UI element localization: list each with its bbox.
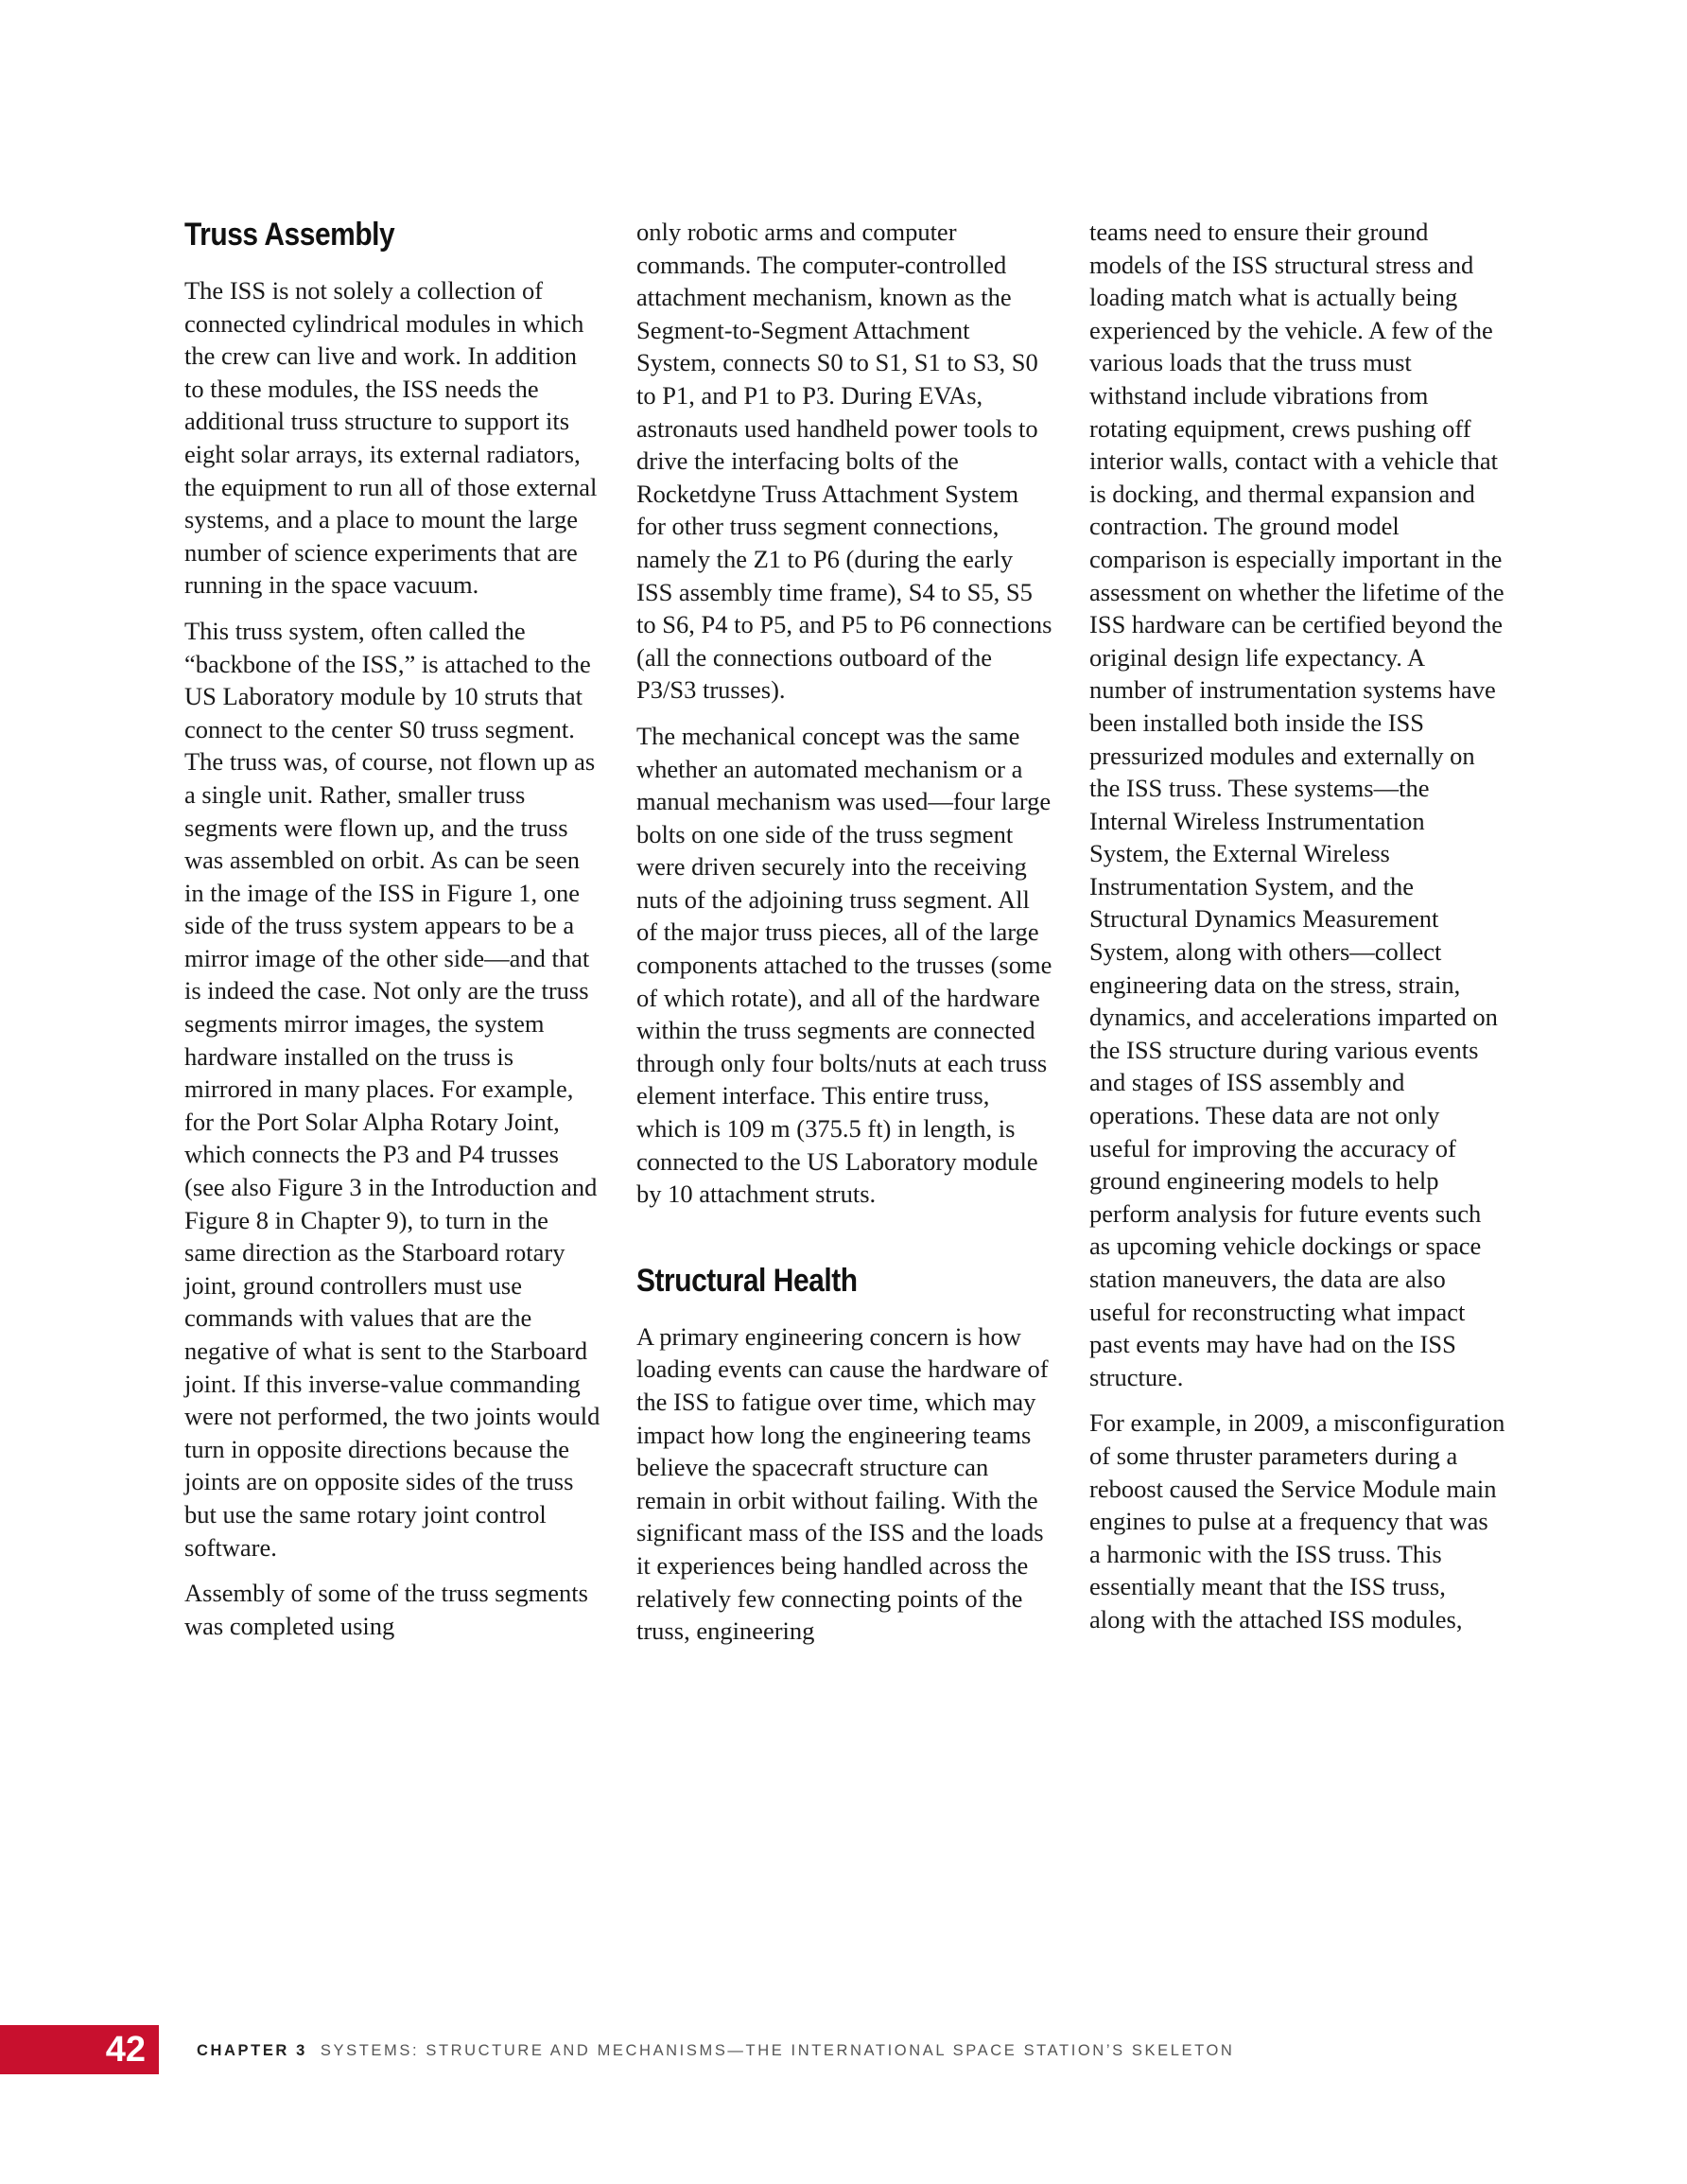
page-number-tab: [0, 2025, 159, 2074]
chapter-title: SYSTEMS: STRUCTURE AND MECHANISMS—THE INTERNATIONAL SPACE STATION’S SKELETON: [320, 2042, 1235, 2059]
column-2: [636, 216, 1052, 1661]
running-footer: [197, 2041, 1234, 2060]
paragraph: teams need to ensure their ground models of the ISS structural stress and loading match what is actually being experienced by the vehicle. A few of the various loads that the truss must withstand include vibrations from rotating equipment, crews pushing off interior walls, contact with a vehicle that is docking, and thermal expansion and contraction. The ground model comparison is especially important in the assessment on whether the lifetime of the ISS hardware can be certified beyond the original design life expectancy. A number of instrumentation systems have been installed both inside the ISS pressurized modules and externally on the ISS truss. These systems—the Internal Wireless Instrumentation System, the External Wireless Instrumentation System, and the Structural Dynamics Measurement System, along with others—collect engineering data on the stress, strain, dynamics, and accelerations imparted on the ISS structure during various events and stages of ISS assembly and operations. These data are not only useful for improving the accuracy of ground engineering models to help perform analysis for future events such as upcoming vehicle dockings or space station maneuvers, the data are also useful for reconstructing what impact past events may have had on the ISS structure.: [1089, 218, 1504, 1391]
paragraph: The mechanical concept was the same whether an automated mechanism or a manual mechanism was used—four large bolts on one side of the truss segment were driven securely into the receiving nuts of the adjoining truss segment. All of the major truss pieces, all of the large components attached to the trusses (some of which rotate), and all of the hardware within the truss segments are connected through only four bolts/nuts at each truss element interface. This entire truss, which is 109 m (375.5 ft) in length, is connected to the US Laboratory module by 10 attachment struts.: [636, 721, 1052, 1209]
paragraph: Assembly of some of the truss segments was completed using: [184, 1579, 588, 1640]
paragraph: This truss system, often called the “backbone of the ISS,” is attached to the US Laboratory module by 10 struts that connect to the center S0 truss segment. The truss was, of course, not flown up as a single unit. Rather, smaller truss segments were flown up, and the truss was assembled on orbit. As can be seen in the image of the ISS in Figure 1, one side of the truss system appears to be a mirror image of the other side—and that is indeed the case. Not only are the truss segments mirror images, the system hardware installed on the truss is mirrored in many places. For example, for the Port Solar Alpha Rotary Joint, which connects the P3 and P4 trusses (see also Figure 3 in the Introduction and Figure 8 in Chapter 9), to turn in the same direction as the Starboard rotary joint, ground controllers must use commands with values that are the negative of what is sent to the Starboard joint. If this inverse-value commanding were not performed, the two joints would turn in opposite directions because the joints are on opposite sides of the truss but use the same rotary joint control software.: [184, 616, 600, 1562]
paragraph: A primary engineering concern is how loading events can cause the hardware of the ISS to fatigue over time, which may impact how long the engineering teams believe the spacecraft structure can remain in orbit without failing. With the significant mass of the ISS and the loads it experiences being handled across the relatively few connecting points of the truss, engineering: [636, 1321, 1049, 1646]
paragraph: only robotic arms and computer commands. The computer-controlled attachment mechanism, known as the Segment-to-Segment Attachment System, connects S0 to S1, S1 to S3, S0 to P1, and P1 to P3. During EVAs, astronauts used handheld power tools to drive the interfacing bolts of the Rocketdyne Truss Attachment System for other truss segment connections, namely the Z1 to P6 (during the early ISS assembly time frame), S4 to S5, S5 to S6, P4 to P5, and P5 to P6 connections (all the connections outboard of the P3/S3 trusses).: [636, 218, 1052, 705]
paragraph: For example, in 2009, a misconfiguration of some thruster parameters during a reboost caused the Service Module main engines to pulse at a frequency that was a harmonic with the ISS truss. This essentially meant that the ISS truss, along with the attached ISS modules,: [1089, 1408, 1505, 1634]
column-1: [184, 216, 600, 1655]
chapter-label: CHAPTER 3: [197, 2042, 307, 2059]
section-heading-truss-assembly: Truss Assembly: [184, 217, 395, 253]
section-heading-structural-health: Structural Health: [636, 1262, 858, 1299]
column-3: [1089, 216, 1505, 1650]
paragraph: The ISS is not solely a collection of connected cylindrical modules in which the crew can live and work. In addition to these modules, the ISS needs the additional truss structure to support its eight solar arrays, its external radiators, the equipment to run all of those external systems, and a place to mount the large number of science experiments that are running in the space vacuum.: [184, 276, 598, 600]
page-number: 42: [105, 2030, 146, 2070]
